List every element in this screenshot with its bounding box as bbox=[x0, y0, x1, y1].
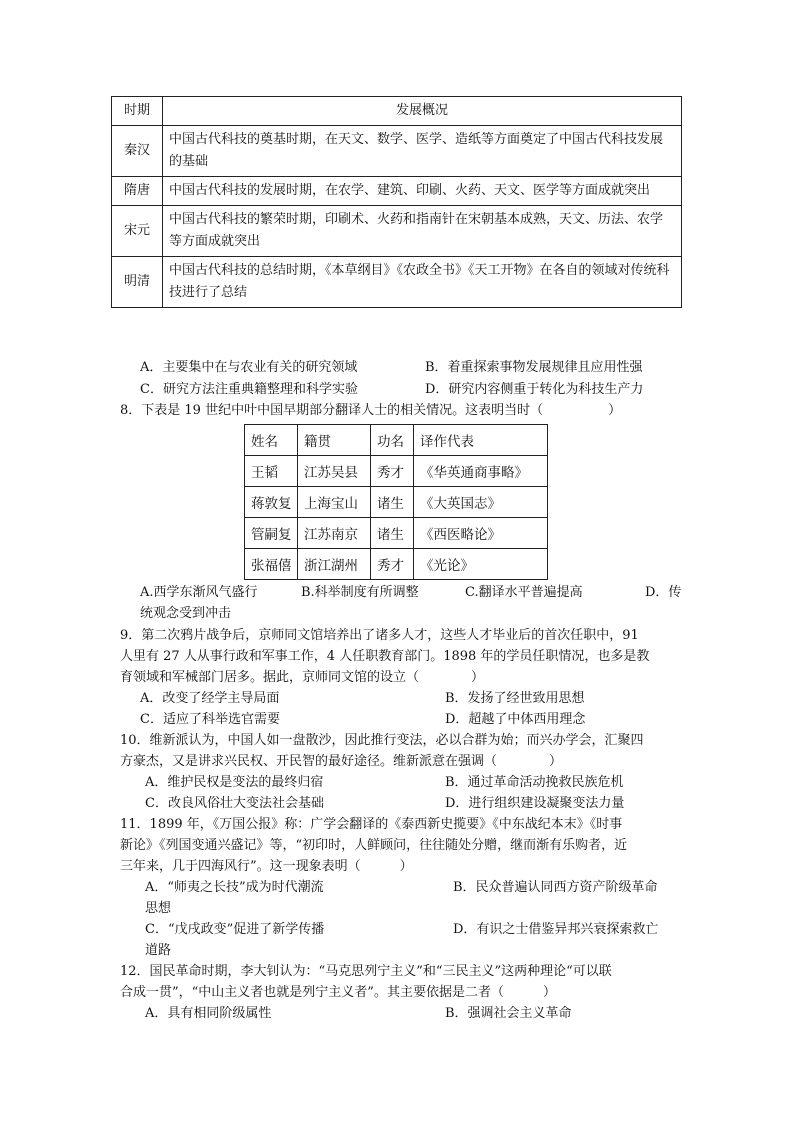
header-origin: 籍贯 bbox=[298, 425, 371, 456]
table-cell: 浙江湖州 bbox=[298, 549, 371, 580]
table-row bbox=[245, 487, 548, 518]
table-cell: 秀才 bbox=[371, 456, 414, 487]
q11-option-b-cont: 思想 bbox=[145, 901, 172, 916]
q8-option-d: D．传 bbox=[645, 585, 682, 600]
q8-option-b: B.科举制度有所调整 bbox=[301, 585, 419, 600]
q7-option-b: B．着重探索事物发展规律且应用性强 bbox=[425, 360, 643, 375]
translators-table bbox=[244, 424, 548, 580]
table-cell: 江苏吴县 bbox=[298, 456, 371, 487]
q7-option-d: D．研究内容侧重于转化为科技生产力 bbox=[425, 382, 644, 397]
header-rank: 功名 bbox=[371, 425, 414, 456]
header-desc: 发展概况 bbox=[163, 97, 682, 126]
table-cell: 张福僖 bbox=[245, 549, 298, 580]
q10-option-c: C．改良风俗壮大变法社会基础 bbox=[145, 796, 324, 811]
q11-option-a: A．“师夷之长技”成为时代潮流 bbox=[145, 880, 324, 895]
table-cell: 《西医略论》 bbox=[414, 518, 548, 549]
header-era: 时期 bbox=[112, 97, 163, 126]
q9-option-b: B．发扬了经世致用思想 bbox=[445, 691, 585, 706]
era-cell: 明清 bbox=[112, 257, 163, 308]
table-cell: 江苏南京 bbox=[298, 518, 371, 549]
q11-stem-line2: 新论》《列国变通兴盛记》等，“初印时，人鲜顾问，往往随处分赠，继而渐有乐购者，近 bbox=[120, 838, 628, 853]
q11-option-c: C．“戊戌政变”促进了新学传播 bbox=[145, 922, 325, 937]
table-cell: 秀才 bbox=[371, 549, 414, 580]
table-row bbox=[112, 257, 682, 308]
q11-option-b: B．民众普遍认同西方资产阶级革命 bbox=[453, 880, 658, 895]
q10-option-d: D．进行组织建设凝聚变法力量 bbox=[445, 796, 625, 811]
table-cell: 上海宝山 bbox=[298, 487, 371, 518]
era-cell: 隋唐 bbox=[112, 177, 163, 206]
q7-option-a: A．主要集中在与农业有关的研究领域 bbox=[140, 360, 358, 375]
q8-option-d-cont: 统观念受到冲击 bbox=[140, 606, 232, 621]
table-row bbox=[245, 549, 548, 580]
q9-option-a: A．改变了经学主导局面 bbox=[140, 691, 280, 706]
table-cell: 管嗣复 bbox=[245, 518, 298, 549]
table-cell: 蒋敦复 bbox=[245, 487, 298, 518]
table-row bbox=[112, 126, 682, 177]
era-cell: 秦汉 bbox=[112, 126, 163, 177]
q9-option-d: D．超越了中体西用理念 bbox=[445, 712, 586, 727]
q12-stem-line2: 合成一贯”，“中山主义者也就是列宁主义者”。其主要依据是二者（ ） bbox=[120, 985, 556, 1000]
table-row bbox=[112, 206, 682, 257]
table-cell: 诸生 bbox=[371, 487, 414, 518]
q12-option-b: B．强调社会主义革命 bbox=[445, 1006, 572, 1021]
q10-option-a: A．维护民权是变法的最终归宿 bbox=[145, 775, 324, 790]
q11-stem-line3: 三年来，几于四海风行”。这一现象表明（ ） bbox=[120, 859, 413, 874]
desc-cell: 中国古代科技的奠基时期，在天文、数学、医学、造纸等方面奠定了中国古代科技发展的基础 bbox=[163, 126, 682, 177]
table-cell: 《华英通商事略》 bbox=[414, 456, 548, 487]
q10-stem-line1: 10．维新派认为，中国人如一盘散沙，因此推行变法，必以合群为始；而兴办学会，汇聚四 bbox=[120, 733, 644, 748]
q8-option-c: C.翻译水平普遍提高 bbox=[465, 585, 583, 600]
desc-cell: 中国古代科技的繁荣时期，印刷术、火药和指南针在宋朝基本成熟，天文、历法、农学等方面成就突出 bbox=[163, 206, 682, 257]
table-cell: 《光论》 bbox=[414, 549, 548, 580]
q9-stem-line2: 人里有 27 人从事行政和军事工作，4 人任职教育部门。1898 年的学员任职情况，也多是教 bbox=[120, 649, 650, 664]
era-cell: 宋元 bbox=[112, 206, 163, 257]
q12-option-a: A．具有相同阶级属性 bbox=[145, 1006, 272, 1021]
q7-option-c: C．研究方法注重典籍整理和科学实验 bbox=[140, 382, 358, 397]
q8-option-a: A.西学东渐风气盛行 bbox=[140, 585, 258, 600]
q10-stem-line2: 方豪杰，又是讲求兴民权、开民智的最好途径。维新派意在强调（ ） bbox=[120, 754, 563, 769]
q9-option-c: C．适应了科举选官需要 bbox=[140, 712, 280, 727]
science-periods-table bbox=[111, 96, 682, 308]
table-cell: 《大英国志》 bbox=[414, 487, 548, 518]
header-works: 译作代表 bbox=[414, 425, 548, 456]
desc-cell: 中国古代科技的总结时期，《本草纲目》《农政全书》《天工开物》在各自的领域对传统科技进行了总结 bbox=[163, 257, 682, 308]
q11-option-d-cont: 道路 bbox=[145, 943, 172, 958]
table-cell: 诸生 bbox=[371, 518, 414, 549]
table-row bbox=[245, 518, 548, 549]
q9-stem-line1: 9．第二次鸦片战争后，京师同文馆培养出了诸多人才，这些人才毕业后的首次任职中，91 bbox=[120, 628, 639, 643]
table-header-row bbox=[245, 425, 548, 456]
q10-option-b: B．通过革命活动挽救民族危机 bbox=[445, 775, 624, 790]
table-row bbox=[245, 456, 548, 487]
table-cell: 王韬 bbox=[245, 456, 298, 487]
desc-cell: 中国古代科技的发展时期，在农学、建筑、印刷、火药、天文、医学等方面成就突出 bbox=[163, 177, 682, 206]
q8-stem: 8．下表是 19 世纪中叶中国早期部分翻译人士的相关情况。这表明当时（ ） bbox=[120, 403, 622, 418]
table-header-row bbox=[112, 97, 682, 126]
q11-stem-line1: 11．1899 年，《万国公报》称：广学会翻译的《泰西新史揽要》《中东战纪本末》《时事 bbox=[120, 817, 623, 832]
table-row bbox=[112, 177, 682, 206]
header-name: 姓名 bbox=[245, 425, 298, 456]
q12-stem-line1: 12．国民革命时期，李大钊认为：“马克思列宁主义”和“三民主义”这两种理论“可以联 bbox=[120, 964, 612, 979]
q9-stem-line3: 育领域和军械部门居多。据此，京师同文馆的设立（ ） bbox=[120, 670, 485, 685]
q11-option-d: D．有识之士借鉴异邦兴衰探索救亡 bbox=[453, 922, 659, 937]
